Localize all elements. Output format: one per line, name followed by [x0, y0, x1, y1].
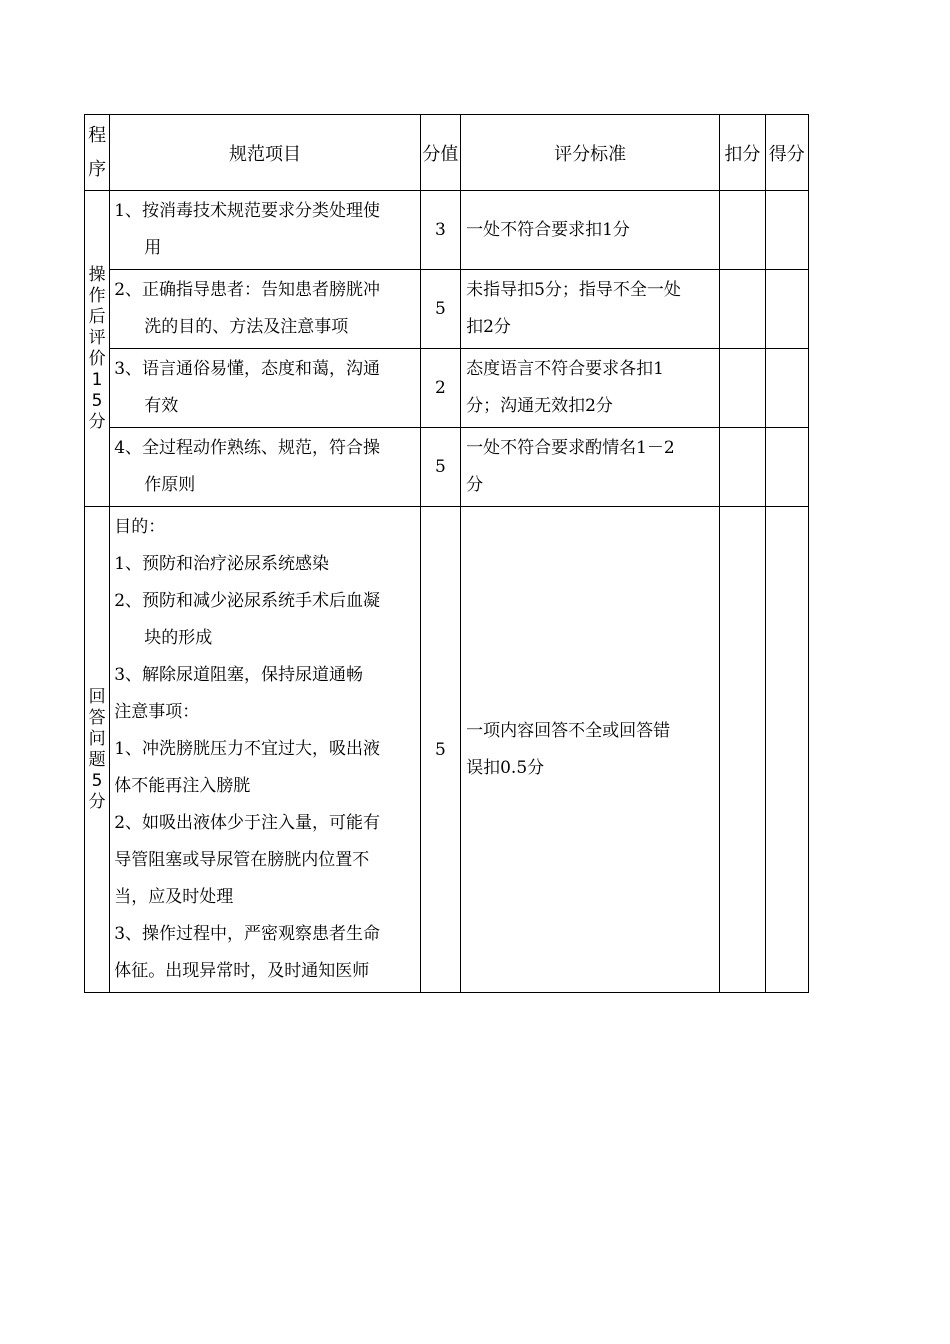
qa-line: 1、冲洗膀胱压力不宜过大，吸出液: [114, 739, 381, 759]
table-row: [85, 349, 809, 428]
item-text: 2、正确指导患者：告知患者膀胱冲: [114, 280, 381, 300]
table-row: [85, 270, 809, 349]
qa-line: 目的：: [114, 517, 166, 537]
section-label-qa: 回答问题5分: [85, 507, 110, 993]
item-text-cont: 用: [144, 238, 162, 258]
item-text: 4、全过程动作熟练、规范，符合操: [114, 438, 381, 458]
header-procedure: 程序: [85, 115, 110, 191]
item-text: 3、语言通俗易懂，态度和蔼，沟通: [114, 359, 381, 379]
item-text-cont: 作原则: [144, 475, 196, 495]
table-row: [85, 191, 809, 270]
standard-cell: [461, 270, 720, 349]
qa-line: 3、操作过程中，严密观察患者生命: [114, 924, 381, 944]
item-text-cont: 洗的目的、方法及注意事项: [144, 317, 349, 337]
table-row: [85, 428, 809, 507]
standard-text: 一项内容回答不全或回答错: [466, 720, 671, 741]
qa-line: 注意事项：: [114, 702, 200, 722]
standard-text: 未指导扣5分；指导不全一处: [466, 280, 681, 300]
item-cell: [110, 191, 421, 270]
deduct-cell[interactable]: [720, 428, 765, 507]
header-value: 分值: [420, 115, 460, 191]
qa-line: 导管阻塞或导尿管在膀胱内位置不: [114, 850, 370, 870]
standard-cell: [461, 349, 720, 428]
item-text: 1、按消毒技术规范要求分类处理使: [114, 201, 381, 221]
value-cell: 2: [420, 349, 460, 428]
item-cell: [110, 270, 421, 349]
score-cell[interactable]: [765, 349, 808, 428]
qa-line: 体不能再注入膀胱: [114, 776, 251, 796]
qa-line: 体征。出现异常时，及时通知医师: [114, 961, 370, 981]
qa-line: 2、预防和减少泌尿系统手术后血凝: [114, 591, 381, 611]
qa-line: 2、如吸出液体少于注入量，可能有: [114, 813, 381, 833]
standard-text: 态度语言不符合要求各扣1: [466, 359, 664, 379]
qa-content-cell: [110, 507, 421, 993]
deduct-cell[interactable]: [720, 349, 765, 428]
header-deduct: 扣分: [720, 115, 765, 191]
qa-line: 3、解除尿道阻塞，保持尿道通畅: [114, 665, 364, 685]
header-score: 得分: [765, 115, 808, 191]
standard-text-cont: 分: [466, 475, 484, 495]
score-cell[interactable]: [765, 507, 808, 993]
standard-text: 一处不符合要求酌情名1－2: [466, 438, 675, 458]
deduct-cell[interactable]: [720, 191, 765, 270]
qa-line: 1、预防和治疗泌尿系统感染: [114, 554, 330, 574]
standard-text-cont: 分；沟通无效扣2分: [466, 396, 613, 416]
score-cell[interactable]: [765, 428, 808, 507]
deduct-cell[interactable]: [720, 507, 765, 993]
table-row: [85, 507, 809, 993]
standard-text-cont: 误扣0.5分: [466, 757, 545, 778]
item-text-cont: 有效: [144, 396, 179, 416]
standard-cell: 一处不符合要求扣1分: [461, 191, 720, 270]
standard-text-cont: 扣2分: [466, 317, 511, 337]
deduct-cell[interactable]: [720, 270, 765, 349]
value-cell: 5: [420, 507, 460, 993]
score-cell[interactable]: [765, 191, 808, 270]
scoring-table: [84, 114, 809, 993]
standard-cell: [461, 507, 720, 993]
header-standard: 评分标准: [461, 115, 720, 191]
section-label-post-op: 操作后评价15分: [85, 191, 110, 507]
standard-cell: [461, 428, 720, 507]
qa-line: 块的形成: [144, 628, 213, 648]
score-cell[interactable]: [765, 270, 808, 349]
value-cell: 5: [420, 428, 460, 507]
value-cell: 3: [420, 191, 460, 270]
value-cell: 5: [420, 270, 460, 349]
qa-line: 当，应及时处理: [114, 887, 234, 907]
header-row: [85, 115, 809, 191]
item-cell: [110, 428, 421, 507]
header-item: 规范项目: [110, 115, 421, 191]
item-cell: [110, 349, 421, 428]
